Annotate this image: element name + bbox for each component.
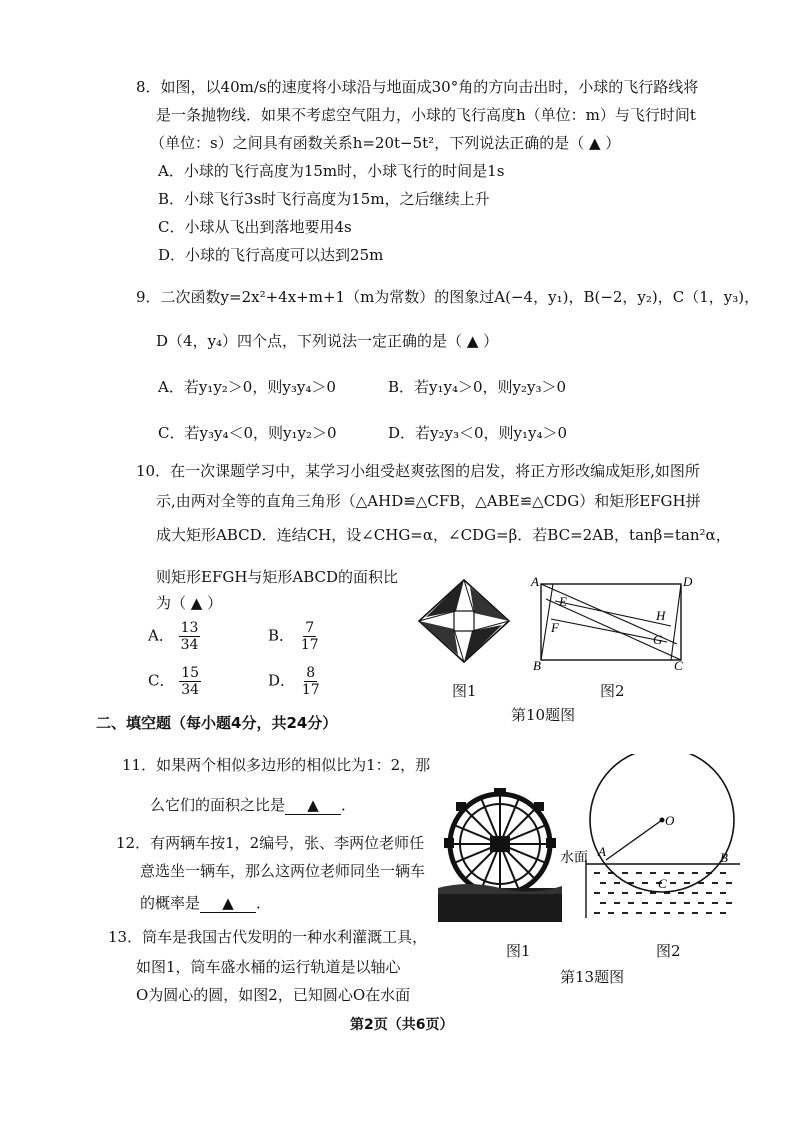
q11-line2: 么它们的面积之比是 ▲ ．	[150, 796, 357, 814]
q13-figure-2-circle	[560, 754, 742, 926]
q8-option-a: A．小球的飞行高度为15m时，小球飞行的时间是1s	[158, 162, 505, 180]
q10-figure-1	[416, 577, 512, 665]
option-fraction: $\frac{15}{34}$	[181, 665, 200, 698]
q10-fig2-label: 图2	[600, 682, 625, 700]
label-h: H	[656, 608, 666, 623]
label-a: A	[598, 844, 606, 859]
q9-option-c: C．若y₃y₄＜0，则y₁y₂＞0	[158, 424, 337, 442]
q10-option-c	[148, 665, 201, 698]
label-f: F	[551, 620, 559, 635]
q11-line1: 11．如果两个相似多边形的相似比为1：2，那	[122, 756, 431, 774]
q12-line2: 意选坐一辆车，那么这两位老师同坐一辆车	[140, 862, 426, 880]
q9-option-d: D．若y₂y₃＜0，则y₁y₄＞0	[388, 424, 568, 442]
q13-fig2-label: 图2	[656, 942, 681, 960]
q10-caption: 第10题图	[511, 706, 576, 724]
q13-line2: 如图1，筒车盛水桶的运行轨道是以轴心	[136, 958, 401, 976]
option-fraction: $\frac{8}{17}$	[301, 665, 320, 698]
q12-line1: 12．有两辆车按1，2编号，张、李两位老师任	[116, 834, 425, 852]
section-title-fill-in: 二、填空题（每小题4分，共24分）	[96, 714, 338, 732]
q10-option-d	[268, 665, 322, 698]
label-o: O	[665, 813, 675, 828]
option-fraction: $\frac{7}{17}$	[300, 620, 319, 653]
label-g: G	[653, 632, 663, 647]
label-b: B	[533, 658, 541, 673]
q13-figure-1-water-wheel	[438, 784, 562, 922]
page-number: 第2页（共6页）	[350, 1017, 454, 1033]
q13-line3: O为圆心的圆，如图2，已知圆心O在水面	[136, 986, 411, 1004]
option-fraction: $\frac{13}{34}$	[180, 620, 199, 653]
label-c: C	[674, 658, 683, 673]
option-letter: D．	[268, 671, 296, 690]
label-a: A	[531, 574, 539, 589]
q9-option-b: B．若y₁y₄＞0，则y₂y₃＞0	[388, 378, 567, 396]
q13-caption: 第13题图	[560, 968, 625, 986]
q8-option-b: B．小球飞行3s时飞行高度为15m，之后继续上升	[158, 190, 490, 208]
q8-line2: 是一条抛物线．如果不考虑空气阻力，小球的飞行高度h（单位：m）与飞行时间t	[156, 106, 696, 124]
q10-line2: 示,由两对全等的直角三角形（△AHD≌△CFB，△ABE≌△CDG）和矩形EFGH拼	[156, 492, 701, 510]
q13-fig1-label: 图1	[506, 942, 531, 960]
option-letter: C．	[148, 671, 175, 690]
q11-answer-blank[interactable]: ▲	[285, 796, 341, 815]
q8-line1: 8．如图，以40m/s的速度将小球沿与地面成30°角的方向击出时，小球的飞行路线将	[136, 78, 699, 96]
q10-line3: 成大矩形ABCD．连结CH，设∠CHG=α，∠CDG=β．若BC=2AB，tanβ=tan²α，	[156, 526, 731, 544]
q12-line3: 的概率是 ▲ ．	[140, 894, 272, 912]
q10-figure-2	[525, 572, 700, 674]
q10-line4: 则矩形EFGH与矩形ABCD的面积比	[156, 568, 399, 586]
q10-option-b	[268, 620, 321, 653]
q12-answer-blank[interactable]: ▲	[200, 894, 256, 913]
label-c: C	[658, 876, 667, 891]
q9-line1: 9．二次函数y=2x²+4x+m+1（m为常数）的图象过A(−4，y₁)，B(−2，y₂)，C（1，y₃)，	[136, 288, 760, 306]
q8-option-d: D．小球的飞行高度可以达到25m	[158, 246, 384, 264]
label-b: B	[720, 850, 728, 865]
q13-line1: 13．筒车是我国古代发明的一种水利灌溉工具，	[108, 928, 428, 946]
option-letter: A．	[148, 626, 174, 645]
q10-option-a	[148, 620, 200, 653]
q8-option-c: C．小球从飞出到落地要用4s	[158, 218, 352, 236]
water-surface-label: 水面	[560, 851, 588, 866]
q8-line3: （单位：s）之间具有函数关系h=20t−5t²，下列说法正确的是（ ▲ ）	[150, 134, 621, 152]
q10-fig1-label: 图1	[452, 682, 477, 700]
q9-option-a: A．若y₁y₂＞0，则y₃y₄＞0	[158, 378, 336, 396]
q10-line5: 为（ ▲ ）	[156, 594, 223, 612]
option-letter: B．	[268, 626, 295, 645]
q10-line1: 10．在一次课题学习中，某学习小组受赵爽弦图的启发，将正方形改编成矩形,如图所	[136, 462, 700, 480]
label-d: D	[683, 574, 693, 589]
q9-line2: D（4，y₄）四个点，下列说法一定正确的是（ ▲ ）	[156, 332, 499, 350]
label-e: E	[559, 594, 567, 609]
